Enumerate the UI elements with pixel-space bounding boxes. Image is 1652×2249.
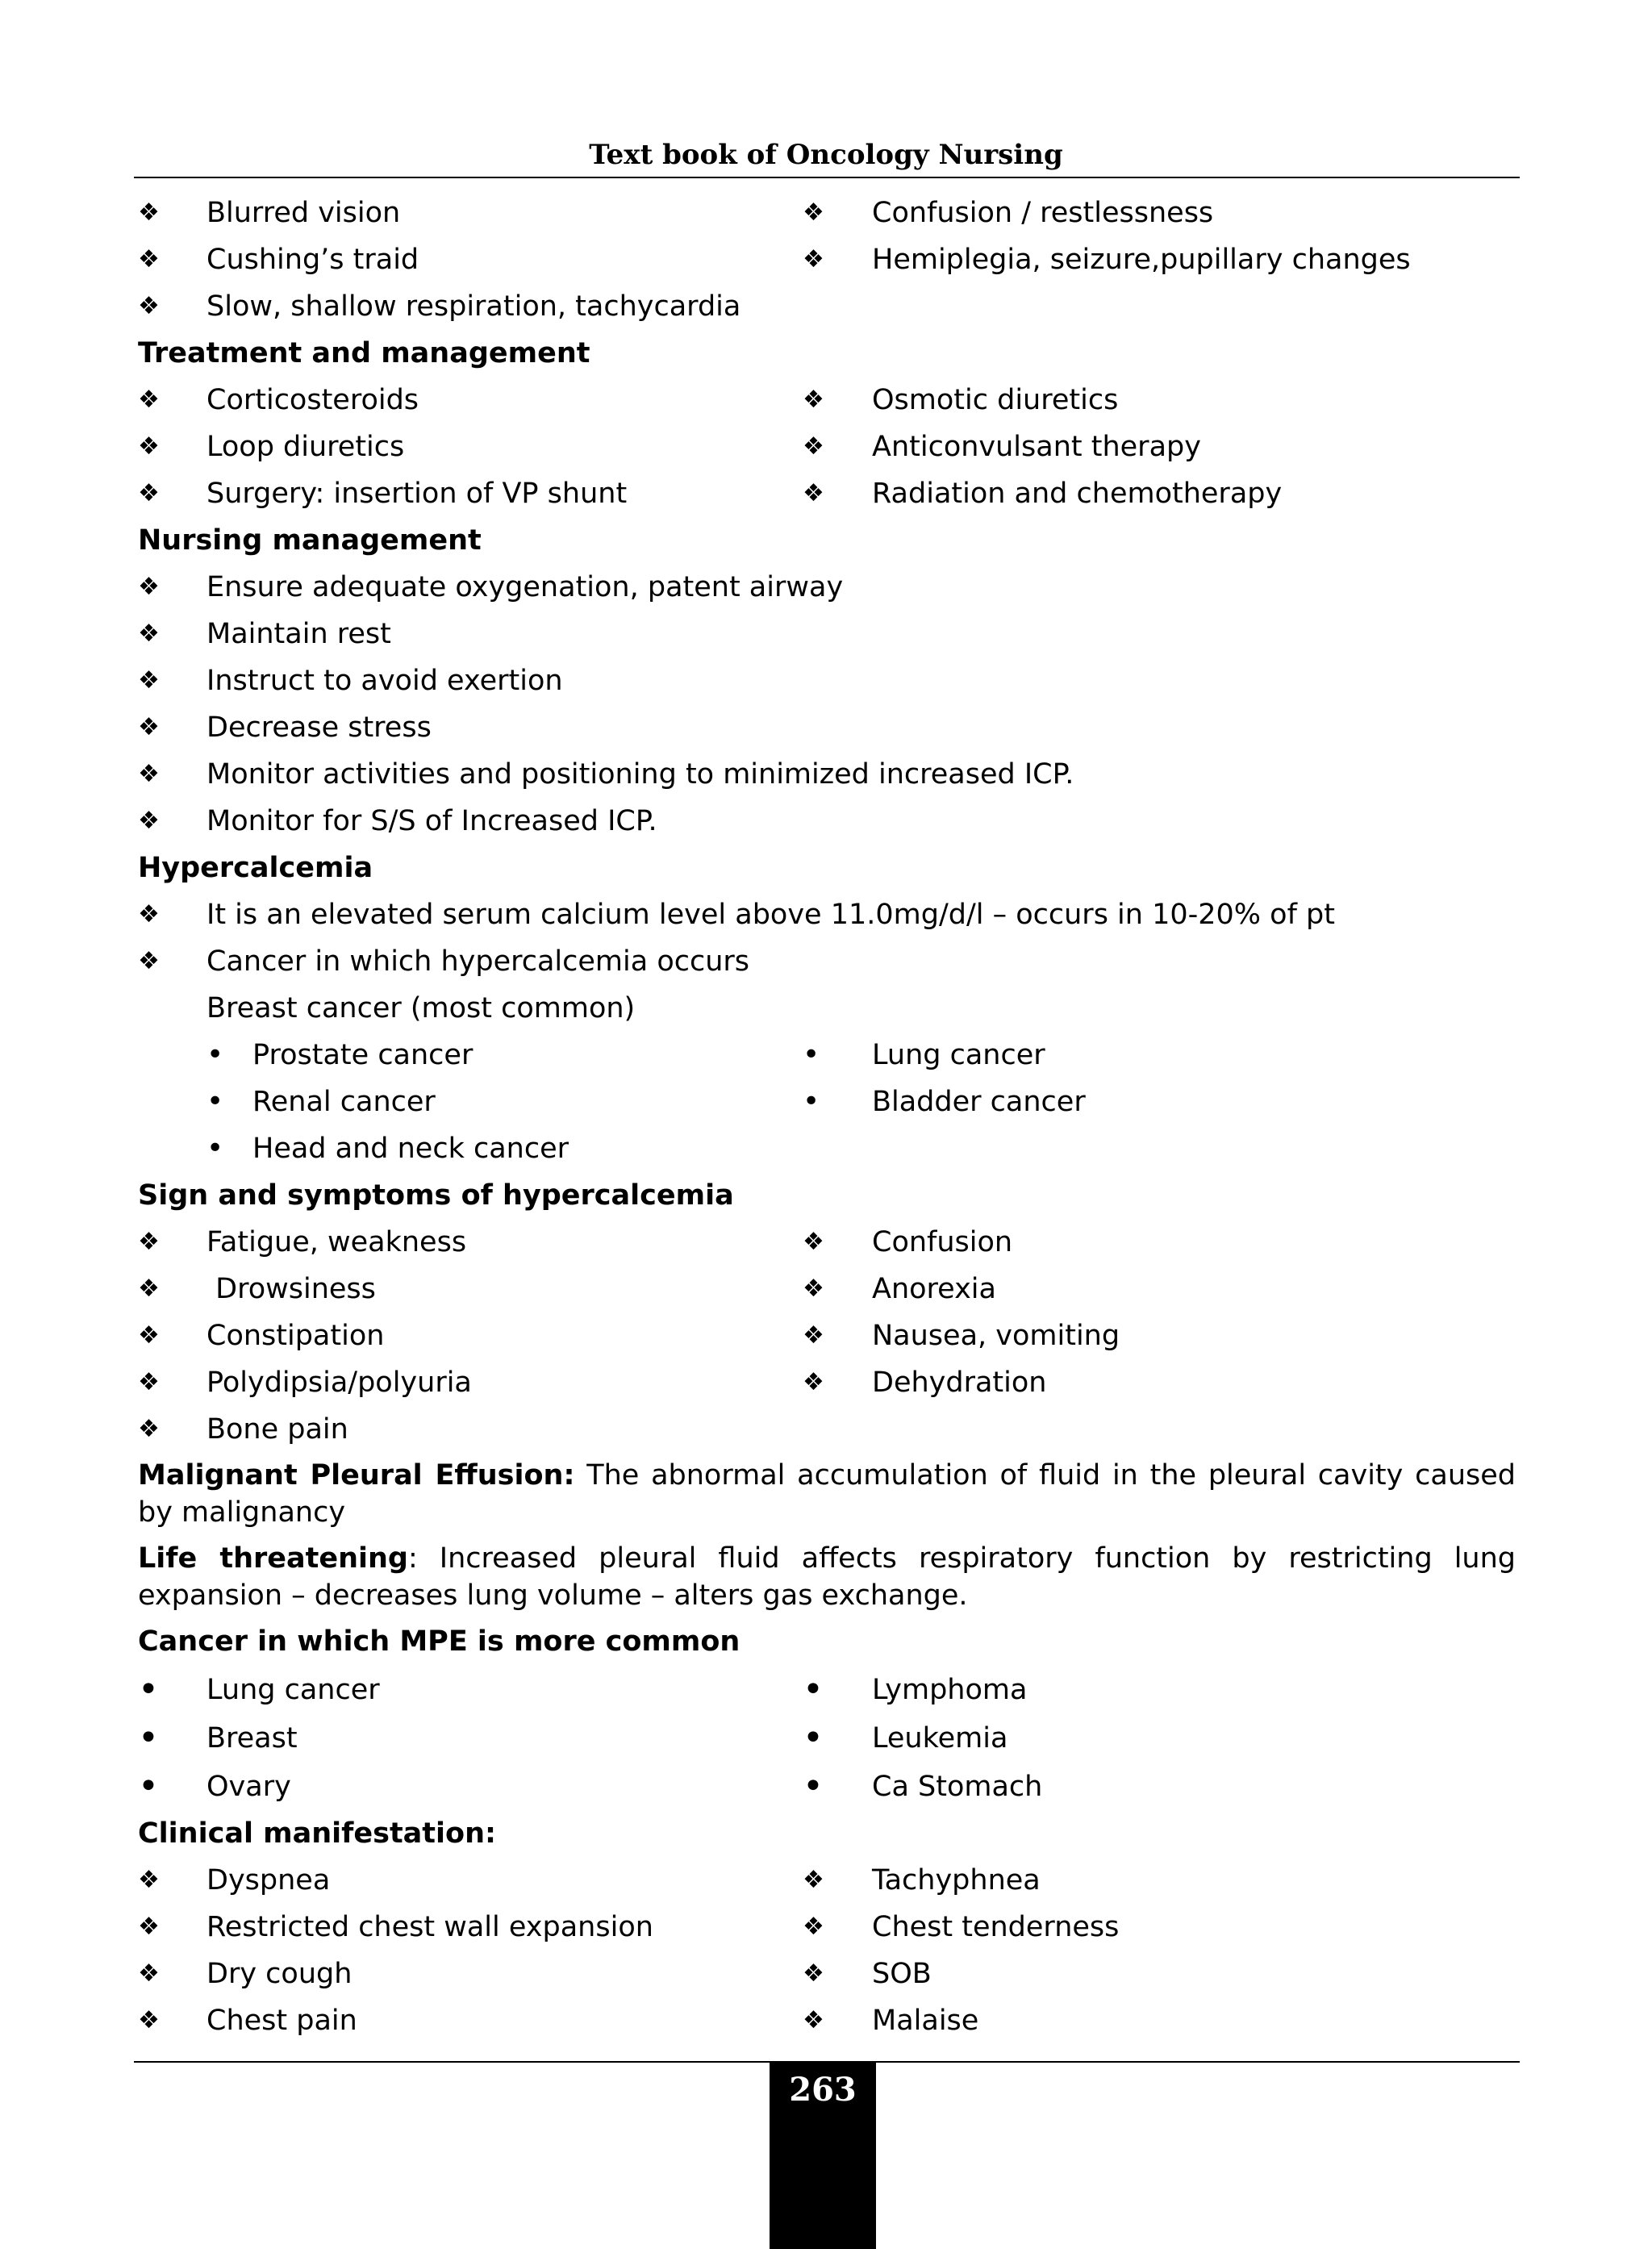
dot-bullet-icon: • [803,1669,824,1710]
list-item: Polydipsia/polyuria [206,1367,472,1399]
list-item: Lung cancer [872,1039,1045,1071]
diamond-bullet-icon: ❖ [138,1228,160,1256]
list-item: Dyspnea [206,1864,331,1896]
diamond-bullet-icon: ❖ [138,1415,160,1443]
list-item: Nausea, vomiting [872,1320,1120,1352]
list-item: Instruct to avoid exertion [206,665,563,697]
section-heading-hypercalcemia: Hypercalcemia [138,852,373,884]
dot-bullet-icon: • [206,1085,224,1118]
section-heading-signs: Sign and symptoms of hypercalcemia [138,1179,734,1212]
diamond-bullet-icon: ❖ [138,807,160,835]
dot-bullet-icon: • [206,1038,224,1071]
list-item: Constipation [206,1320,385,1352]
list-item: Dehydration [872,1367,1047,1399]
diamond-bullet-icon: ❖ [803,1866,824,1894]
list-item: Cushing’s traid [206,244,419,276]
list-item: Ovary [206,1771,291,1803]
mpe-definition: The abnormal accumulation of fluid in the pleural cavity caused by malignancy [138,1459,1516,1529]
list-item-most-common: Breast cancer (most common) [206,992,636,1024]
diamond-bullet-icon: ❖ [138,2006,160,2034]
list-item: Corticosteroids [206,384,419,416]
list-item: Anorexia [872,1273,996,1305]
list-item: Drowsiness [206,1273,376,1305]
diamond-bullet-icon: ❖ [803,1368,824,1396]
diamond-bullet-icon: ❖ [138,432,160,461]
list-item: Anticonvulsant therapy [872,431,1201,463]
diamond-bullet-icon: ❖ [138,245,160,273]
list-item: Hemiplegia, seizure,pupillary changes [872,244,1411,276]
list-item: Fatigue, weakness [206,1226,467,1258]
list-item: Confusion / restlessness [872,197,1214,229]
section-heading-clinical: Clinical manifestation: [138,1817,496,1850]
diamond-bullet-icon: ❖ [138,292,160,320]
diamond-bullet-icon: ❖ [138,386,160,414]
page-number: 263 [789,2071,857,2109]
list-item: Bone pain [206,1413,348,1446]
list-item: Ca Stomach [872,1771,1043,1803]
dot-bullet-icon: • [803,1038,820,1071]
diamond-bullet-icon: ❖ [803,245,824,273]
list-item: Ensure adequate oxygenation, patent airway [206,571,844,603]
list-item: Radiation and chemotherapy [872,478,1283,510]
dot-bullet-icon: • [803,1766,824,1807]
list-item: Restricted chest wall expansion [206,1911,653,1943]
diamond-bullet-icon: ❖ [138,1959,160,1988]
list-item: Chest pain [206,2005,357,2037]
list-item: It is an elevated serum calcium level above 11.0mg/d/l – occurs in 10-20% of pt [206,899,1335,931]
list-item: Bladder cancer [872,1086,1086,1118]
list-item: Prostate cancer [252,1039,473,1071]
diamond-bullet-icon: ❖ [803,432,824,461]
diamond-bullet-icon: ❖ [803,1275,824,1303]
diamond-bullet-icon: ❖ [138,713,160,741]
dot-bullet-icon: • [803,1717,824,1759]
list-item: Blurred vision [206,197,401,229]
diamond-bullet-icon: ❖ [803,1913,824,1941]
diamond-bullet-icon: ❖ [138,760,160,788]
list-item: Lymphoma [872,1674,1028,1706]
list-item: Confusion [872,1226,1013,1258]
list-item: Renal cancer [252,1086,436,1118]
list-item: Lung cancer [206,1674,380,1706]
list-item: Surgery: insertion of VP shunt [206,478,628,510]
diamond-bullet-icon: ❖ [138,666,160,695]
page-header-title: Text book of Oncology Nursing [589,139,1063,171]
diamond-bullet-icon: ❖ [138,1321,160,1350]
mpe-definition-paragraph [138,1457,1516,1531]
list-item: Chest tenderness [872,1911,1120,1943]
diamond-bullet-icon: ❖ [138,479,160,507]
list-item: Malaise [872,2005,979,2037]
section-heading-nursing: Nursing management [138,524,482,557]
list-item: SOB [872,1958,932,1990]
dot-bullet-icon: • [138,1669,159,1710]
dot-bullet-icon: • [138,1717,159,1759]
list-item: Head and neck cancer [252,1133,569,1165]
life-threatening-term: Life threatening [138,1542,408,1575]
section-heading-treatment: Treatment and management [138,337,590,369]
diamond-bullet-icon: ❖ [803,2006,824,2034]
list-item: Monitor activities and positioning to minimized increased ICP. [206,758,1074,791]
diamond-bullet-icon: ❖ [138,620,160,648]
diamond-bullet-icon: ❖ [138,1866,160,1894]
mpe-term: Malignant Pleural Effusion: [138,1459,575,1492]
list-item: Cancer in which hypercalcemia occurs [206,945,750,978]
diamond-bullet-icon: ❖ [803,1959,824,1988]
list-item: Loop diuretics [206,431,405,463]
list-item: Slow, shallow respiration, tachycardia [206,290,741,323]
life-threatening-definition: : Increased pleural fluid affects respiratory function by restricting lung expansion – decreases lung volume – alters gas exchange. [138,1542,1516,1612]
diamond-bullet-icon: ❖ [138,573,160,601]
list-item: Monitor for S/S of Increased ICP. [206,805,657,837]
list-item: Decrease stress [206,711,432,744]
list-item: Dry cough [206,1958,353,1990]
diamond-bullet-icon: ❖ [138,900,160,928]
diamond-bullet-icon: ❖ [803,479,824,507]
diamond-bullet-icon: ❖ [138,1368,160,1396]
diamond-bullet-icon: ❖ [138,198,160,227]
dot-bullet-icon: • [803,1085,820,1118]
list-item: Maintain rest [206,618,391,650]
dot-bullet-icon: • [206,1132,224,1165]
list-item: Osmotic diuretics [872,384,1119,416]
diamond-bullet-icon: ❖ [138,1913,160,1941]
dot-bullet-icon: • [138,1766,159,1807]
section-heading-mpe-cancers: Cancer in which MPE is more common [138,1625,740,1658]
list-item: Leukemia [872,1722,1008,1755]
diamond-bullet-icon: ❖ [803,386,824,414]
diamond-bullet-icon: ❖ [803,1321,824,1350]
diamond-bullet-icon: ❖ [138,947,160,975]
list-item: Breast [206,1722,298,1755]
list-item: Tachyphnea [872,1864,1041,1896]
diamond-bullet-icon: ❖ [803,198,824,227]
diamond-bullet-icon: ❖ [803,1228,824,1256]
diamond-bullet-icon: ❖ [138,1275,160,1303]
life-threatening-paragraph [138,1540,1516,1614]
